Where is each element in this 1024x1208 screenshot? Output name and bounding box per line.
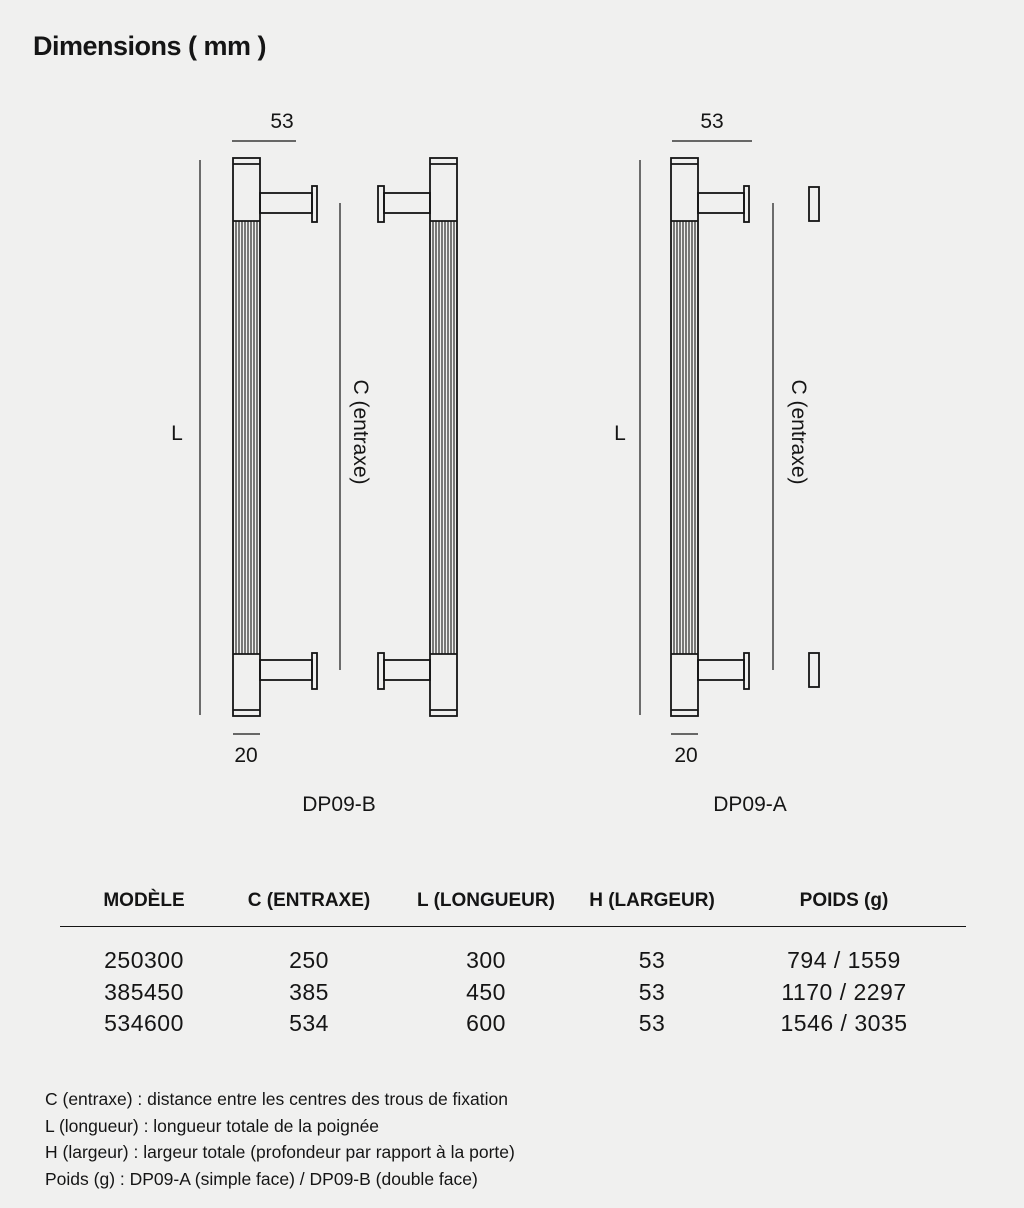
cell-model: 534600 (104, 1010, 184, 1037)
cell-center: 385 (289, 978, 329, 1005)
cell-width: 53 (638, 978, 666, 1005)
header-weight: POIDS (g) (722, 884, 966, 927)
width-label-b: 53 (270, 110, 294, 133)
center-label-b: C (entraxe) (349, 379, 372, 485)
note-length: L (longueur) : longueur totale de la poignée (45, 1115, 380, 1136)
header-length: L (LONGUEUR) (390, 884, 582, 927)
cell-length: 600 (466, 1010, 506, 1037)
cell-length: 450 (466, 978, 506, 1005)
table-row (60, 1008, 966, 1040)
cell-model: 385450 (104, 978, 184, 1005)
cell-width: 53 (638, 947, 666, 974)
cell-center: 250 (289, 947, 329, 974)
length-label-b: L (171, 422, 183, 445)
handle-dp09-b-front (200, 141, 317, 734)
table-row (60, 927, 966, 977)
cell-weight: 1170 / 2297 (781, 978, 907, 1005)
model-label-a: DP09-A (713, 793, 787, 816)
model-label-b: DP09-B (302, 793, 376, 816)
width-label-a: 53 (700, 110, 724, 133)
bar-label-a: 20 (674, 744, 698, 767)
note-center: C (entraxe) : distance entre les centres des trous de fixation (45, 1089, 509, 1109)
table-header-row (60, 884, 966, 927)
specs-table (60, 884, 966, 1040)
note-width: H (largeur) : largeur totale (profondeur par rapport à la porte) (45, 1142, 515, 1162)
handle-dp09-a (640, 141, 752, 734)
page-title: Dimensions ( mm ) (33, 31, 267, 61)
cell-center: 534 (289, 1010, 329, 1037)
cell-weight: 794 / 1559 (787, 947, 901, 974)
center-label-a: C (entraxe) (787, 379, 810, 485)
fixing-plate-top (809, 187, 819, 221)
note-weight: Poids (g) : DP09-A (simple face) / DP09-B (double face) (45, 1168, 478, 1189)
handle-dp09-b-back (378, 158, 457, 716)
length-label-a: L (614, 422, 626, 445)
bar-label-b: 20 (234, 744, 258, 767)
cell-model: 250300 (104, 947, 184, 974)
fixing-plate-bottom (809, 653, 819, 687)
header-center: C (ENTRAXE) (228, 884, 390, 927)
cell-weight: 1546 / 3035 (780, 1010, 908, 1037)
cell-width: 53 (638, 1010, 666, 1037)
table-row (60, 977, 966, 1009)
cell-length: 300 (466, 947, 506, 974)
header-model: MODÈLE (60, 884, 228, 927)
legend-notes (45, 1086, 515, 1192)
header-width: H (LARGEUR) (582, 884, 722, 927)
